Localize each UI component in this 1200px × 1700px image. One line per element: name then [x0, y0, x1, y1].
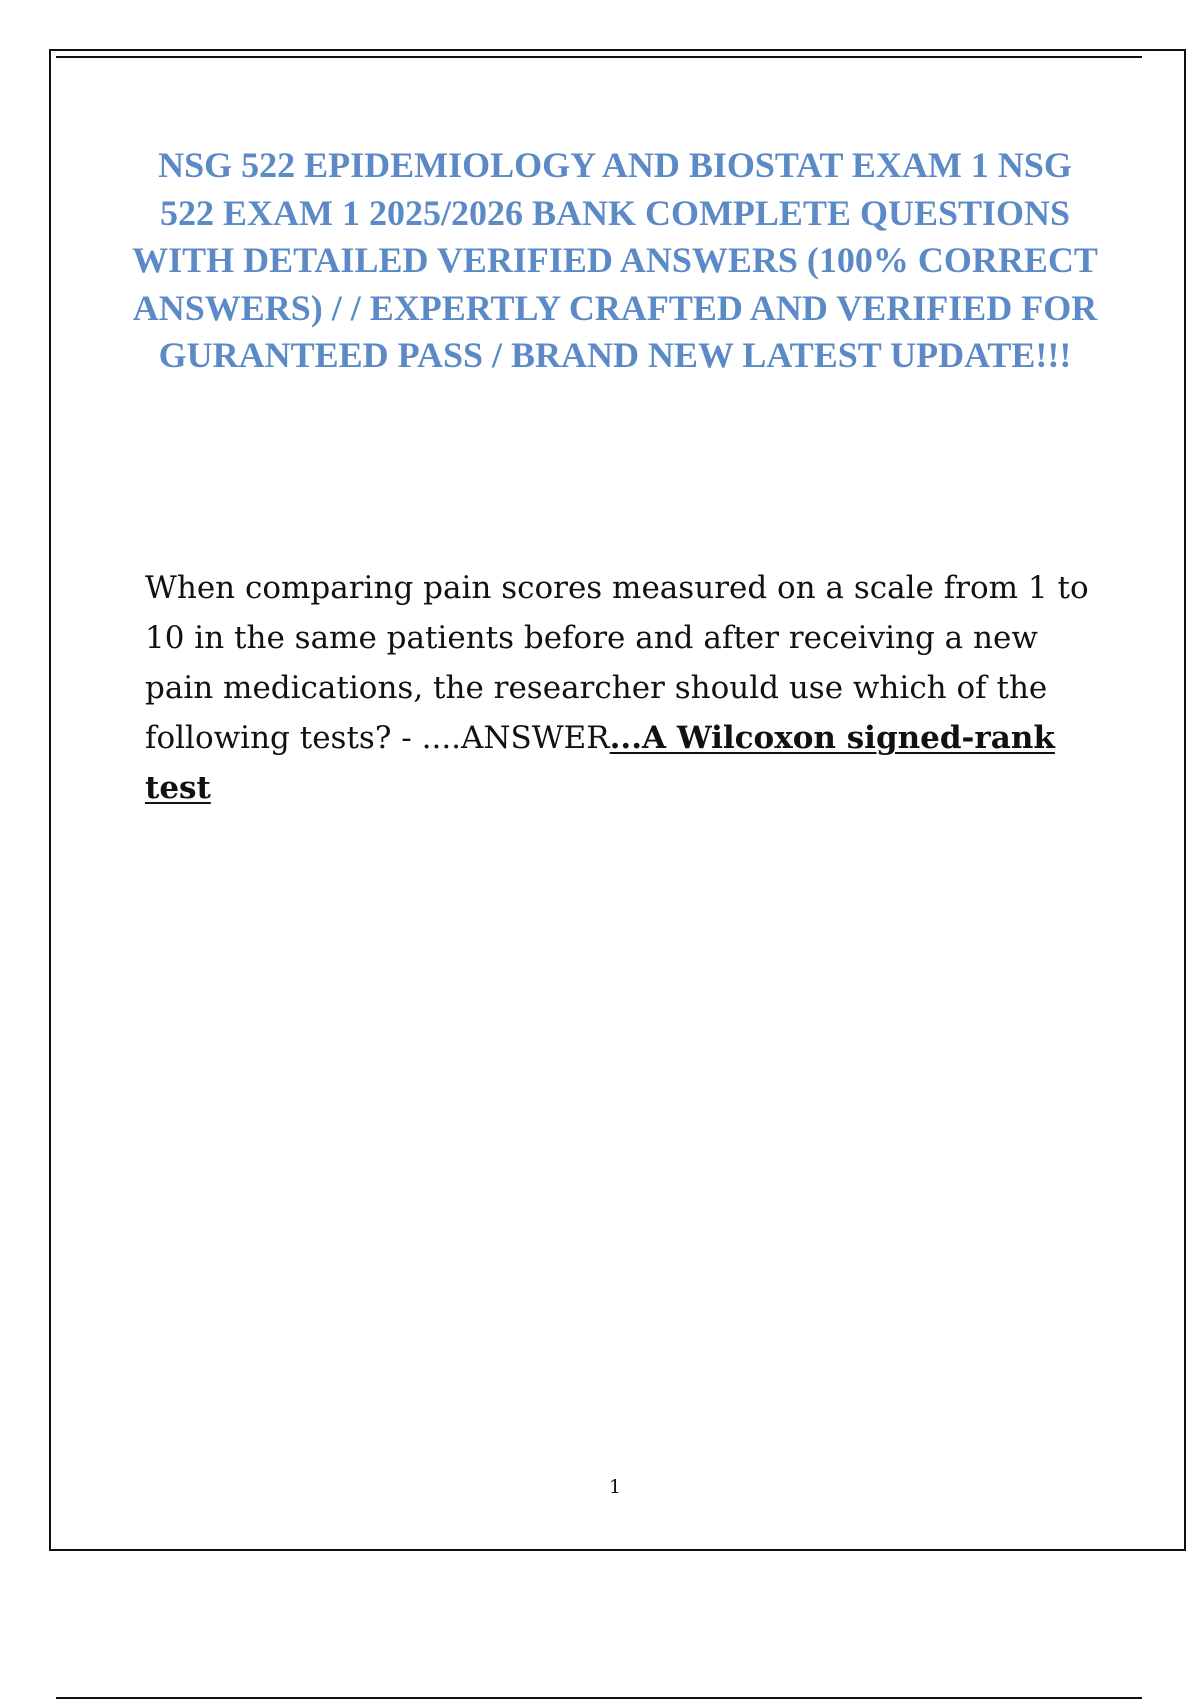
page-number: 1	[608, 1476, 622, 1498]
question-answer-block	[145, 563, 1090, 813]
document-title: NSG 522 EPIDEMIOLOGY AND BIOSTAT EXAM 1 NSG 522 EXAM 1 2025/2026 BANK COMPLETE QUESTIONS WITH DETAILED VERIFIED ANSWERS (100% CORRECT ANSWERS) / / EXPERTLY CRAFTED AND VERIFIED FOR GURANTEED PASS / BRAND NEW LATEST UPDATE!!!	[132, 145, 1098, 375]
bottom-rule	[56, 1697, 1142, 1699]
top-rule	[56, 56, 1142, 58]
question-text: When comparing pain scores measured on a scale from 1 to 10 in the same patients before and after receiving a new pain medications, the researcher should use which of the following tests? - ....ANSWER	[145, 570, 1089, 756]
answer-text: ...A Wilcoxon signed-rank test	[145, 720, 1055, 806]
